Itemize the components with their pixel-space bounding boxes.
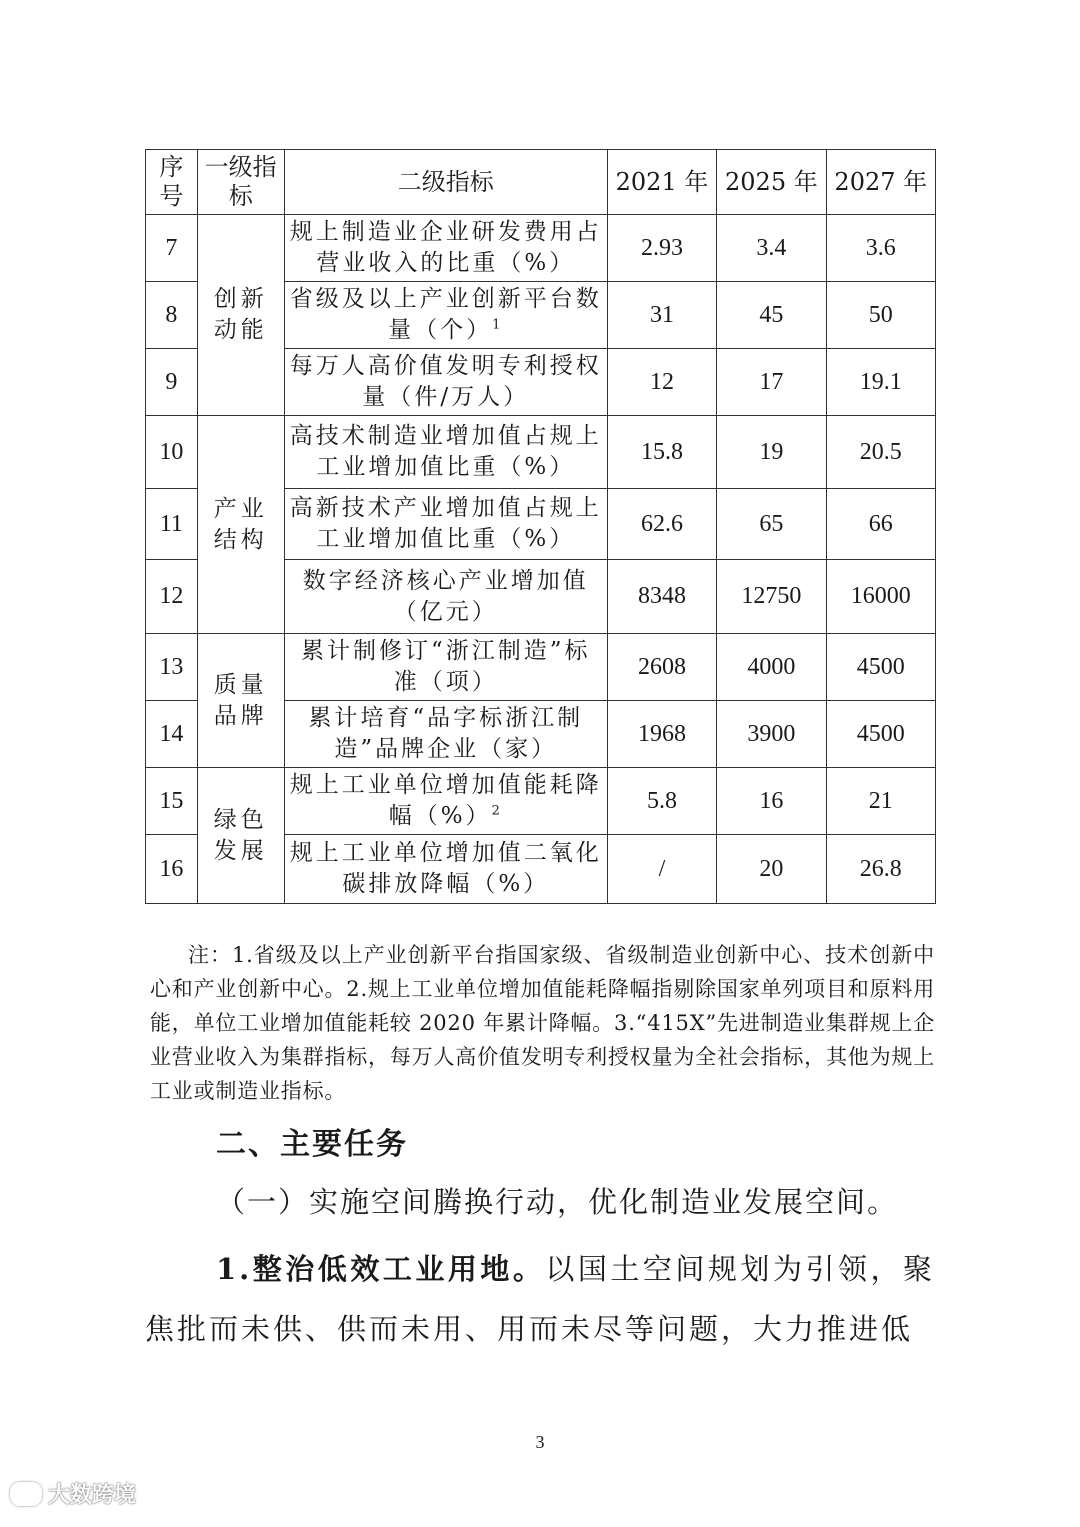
value-2027: 4500 [826, 634, 935, 701]
row-index: 15 [146, 768, 198, 835]
value-2025: 3.4 [717, 215, 826, 282]
indicator-text: 高新技术产业增加值占规上工业增加值比重（%） [289, 495, 602, 552]
indicator-text: 规上工业单位增加值二氧化碳排放降幅（%） [289, 840, 602, 897]
header-2025: 2025 年 [717, 150, 826, 215]
row-index: 16 [146, 835, 198, 904]
indicator-text: 累计培育“品字标浙江制造”品牌企业（家） [308, 705, 584, 762]
indicator-text: 规上工业单位增加值能耗降幅（%） [289, 772, 602, 829]
indicator-text: 数字经济核心产业增加值（亿元） [302, 567, 589, 625]
value-2021: 8348 [607, 560, 716, 634]
value-2021: 2.93 [607, 215, 716, 282]
indicator-name [284, 768, 607, 835]
value-2025: 4000 [717, 634, 826, 701]
indicator-name [284, 489, 607, 560]
value-2021: 5.8 [607, 768, 716, 835]
table-header-row [146, 150, 936, 215]
paragraph-text: 以国土空间规划为引领，聚焦批而未供、供而未用、用而未尽等问题，大力推进低 [145, 1252, 935, 1346]
value-2027: 21 [826, 768, 935, 835]
value-2025: 20 [717, 835, 826, 904]
category-green: 绿色发展 [197, 768, 284, 904]
table-row [146, 215, 936, 282]
indicator-name [284, 282, 607, 349]
indicator-name [284, 349, 607, 416]
table-footnote [150, 938, 935, 1108]
indicator-name [284, 416, 607, 489]
table-row [146, 634, 936, 701]
header-level1: 一级指标 [197, 150, 284, 215]
value-2027: 4500 [826, 701, 935, 768]
value-2027: 16000 [826, 560, 935, 634]
category-quality: 质量品牌 [197, 634, 284, 768]
footnote-marker: 2 [491, 803, 503, 819]
row-index: 10 [146, 416, 198, 489]
value-2027: 66 [826, 489, 935, 560]
row-index: 13 [146, 634, 198, 701]
value-2025: 65 [717, 489, 826, 560]
indicator-text: 高技术制造业增加值占规上工业增加值比重（%） [289, 423, 602, 480]
section-heading: 二、主要任务 [216, 1127, 408, 1162]
value-2027: 26.8 [826, 835, 935, 904]
value-2027: 3.6 [826, 215, 935, 282]
header-index: 序号 [146, 150, 198, 215]
row-index: 7 [146, 215, 198, 282]
indicator-text: 每万人高价值发明专利授权量（件/万人） [289, 353, 602, 410]
indicator-name [284, 560, 607, 634]
indicator-name [284, 215, 607, 282]
row-index: 12 [146, 560, 198, 634]
value-2025: 12750 [717, 560, 826, 634]
category-innovation: 创新动能 [197, 215, 284, 416]
indicator-table [145, 149, 936, 904]
watermark-logo-icon [10, 1482, 42, 1506]
footnote-marker: 1 [492, 317, 504, 333]
subsection-heading: （一）实施空间腾换行动，优化制造业发展空间。 [216, 1185, 899, 1219]
table-row [146, 768, 936, 835]
value-2021: / [607, 835, 716, 904]
row-index: 14 [146, 701, 198, 768]
value-2025: 17 [717, 349, 826, 416]
value-2025: 16 [717, 768, 826, 835]
watermark [10, 1478, 136, 1509]
row-index: 11 [146, 489, 198, 560]
value-2021: 12 [607, 349, 716, 416]
indicator-text: 省级及以上产业创新平台数量（个） [289, 286, 602, 343]
indicator-text: 规上制造业企业研发费用占营业收入的比重（%） [289, 219, 602, 276]
value-2021: 2608 [607, 634, 716, 701]
value-2027: 50 [826, 282, 935, 349]
header-level2: 二级指标 [284, 150, 607, 215]
row-index: 8 [146, 282, 198, 349]
header-2027: 2027 年 [826, 150, 935, 215]
paragraph-lead: 1.整治低效工业用地。 [216, 1252, 546, 1286]
value-2027: 20.5 [826, 416, 935, 489]
value-2025: 19 [717, 416, 826, 489]
value-2021: 62.6 [607, 489, 716, 560]
indicator-name [284, 701, 607, 768]
value-2021: 31 [607, 282, 716, 349]
value-2021: 1968 [607, 701, 716, 768]
table-row [146, 416, 936, 489]
row-index: 9 [146, 349, 198, 416]
footnote-text: 注：1.省级及以上产业创新平台指国家级、省级制造业创新中心、技术创新中心和产业创新中心。2.规上工业单位增加值能耗降幅指剔除国家单列项目和原料用能，单位工业增加值能耗较 2020 年累计降幅。3.“415X”先进制造业集群规上企业营业收入为集群指标，每万人高价值发明专利授权量为全社会指标，其他为规上工业或制造业指标。 [150, 943, 935, 1103]
indicator-name [284, 634, 607, 701]
page-number: 3 [535, 1432, 545, 1452]
value-2025: 3900 [717, 701, 826, 768]
indicator-name [284, 835, 607, 904]
value-2025: 45 [717, 282, 826, 349]
watermark-text: 大数跨境 [48, 1483, 137, 1508]
value-2021: 15.8 [607, 416, 716, 489]
category-structure: 产业结构 [197, 416, 284, 634]
indicator-text: 累计制修订“浙江制造”标准（项） [301, 638, 591, 695]
header-2021: 2021 年 [607, 150, 716, 215]
value-2027: 19.1 [826, 349, 935, 416]
body-paragraph [145, 1239, 935, 1359]
